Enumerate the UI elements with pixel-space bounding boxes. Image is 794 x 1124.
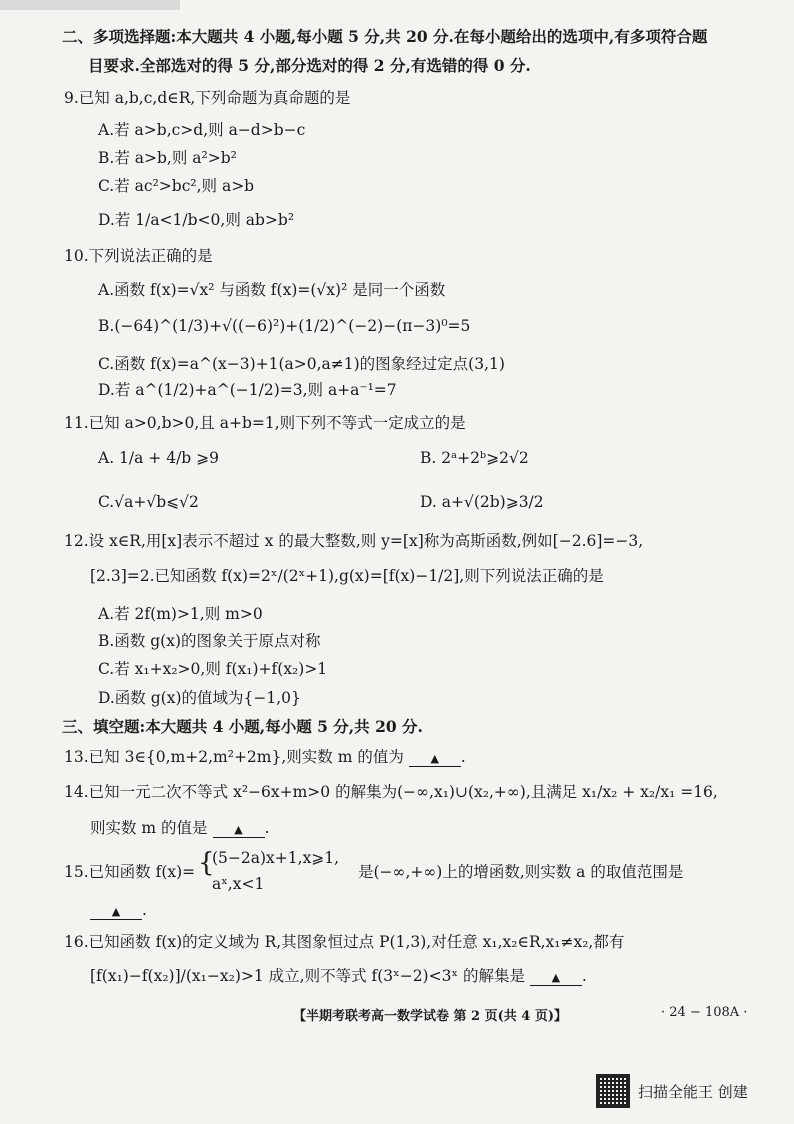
- q16-line1: 16.已知函数 f(x)的定义域为 R,其图象恒过点 P(1,3),对任意 x₁,x₂∈R,x₁≠x₂,都有: [64, 933, 625, 951]
- q9-option-a: A.若 a>b,c>d,则 a−d>b−c: [98, 121, 306, 139]
- scanner-label: 扫描全能王 创建: [638, 1082, 748, 1101]
- q15-case2: aˣ,x<1: [212, 875, 265, 893]
- q15-line2: ▲ .: [90, 900, 147, 920]
- q14-line2: 则实数 m 的值是 ▲ .: [90, 819, 270, 837]
- qr-code-icon: [596, 1074, 630, 1108]
- q12-option-d: D.函数 g(x)的值域为{−1,0}: [98, 689, 301, 707]
- q13-line: 13.已知 3∈{0,m+2,m²+2m},则实数 m 的值为 ▲ .: [64, 748, 466, 766]
- q10-option-a: A.函数 f(x)=√x² 与函数 f(x)=(√x)² 是同一个函数: [98, 281, 446, 299]
- scan-edge-shadow: [0, 0, 180, 10]
- section2-title-line1: 二、多项选择题:本大题共 4 小题,每小题 5 分,共 20 分.在每小题给出的选项中,有多项符合题: [62, 27, 708, 46]
- scanner-watermark: [596, 1074, 748, 1108]
- q12-option-b: B.函数 g(x)的图象关于原点对称: [98, 632, 321, 650]
- section2-title-line2: 目要求.全部选对的得 5 分,部分选对的得 2 分,有选错的得 0 分.: [88, 56, 531, 75]
- q10-stem: 10.下列说法正确的是: [64, 247, 213, 265]
- q11-option-c: C.√a+√b⩽√2: [98, 493, 199, 511]
- q16-line2: [f(x₁)−f(x₂)]/(x₁−x₂)>1 成立,则不等式 f(3ˣ−2)<3ˣ 的解集是 ▲ .: [90, 967, 587, 985]
- footer-code: · 24 − 108A ·: [661, 1005, 748, 1020]
- q12-option-a: A.若 2f(m)>1,则 m>0: [98, 605, 263, 623]
- q10-option-d: D.若 a^(1/2)+a^(−1/2)=3,则 a+a⁻¹=7: [98, 381, 397, 399]
- q9-option-b: B.若 a>b,则 a²>b²: [98, 149, 237, 167]
- q11-option-b: B. 2ᵃ+2ᵇ⩾2√2: [420, 449, 529, 467]
- q12-option-c: C.若 x₁+x₂>0,则 f(x₁)+f(x₂)>1: [98, 660, 328, 678]
- q11-option-d: D. a+√(2b)⩾3/2: [420, 493, 544, 511]
- q15-answer-blank[interactable]: [90, 903, 142, 920]
- q16-answer-blank[interactable]: [530, 969, 582, 986]
- q14-answer-blank[interactable]: [213, 821, 265, 838]
- q9-stem: 9.已知 a,b,c,d∈R,下列命题为真命题的是: [64, 89, 351, 107]
- footer-title: 【半期考联考高一数学试卷 第 2 页(共 4 页)】: [293, 1009, 568, 1024]
- q10-option-b: B.(−64)^(1/3)+√((−6)²)+(1/2)^(−2)−(π−3)⁰=5: [98, 317, 471, 335]
- triangle-mark-icon: ▲: [430, 752, 440, 765]
- q11-stem: 11.已知 a>0,b>0,且 a+b=1,则下列不等式一定成立的是: [64, 414, 466, 432]
- triangle-mark-icon: ▲: [111, 905, 121, 918]
- q9-option-c: C.若 ac²>bc²,则 a>b: [98, 177, 255, 195]
- section3-title: 三、填空题:本大题共 4 小题,每小题 5 分,共 20 分.: [62, 717, 423, 736]
- q11-option-a: A. 1/a + 4/b ⩾9: [98, 449, 219, 467]
- q15-suffix: 是(−∞,+∞)上的增函数,则实数 a 的取值范围是: [358, 863, 684, 881]
- q13-answer-blank[interactable]: [409, 750, 461, 767]
- q12-stem-line1: 12.设 x∈R,用[x]表示不超过 x 的最大整数,则 y=[x]称为高斯函数,例如[−2.6]=−3,: [64, 532, 644, 550]
- triangle-mark-icon: ▲: [234, 823, 243, 836]
- triangle-mark-icon: ▲: [551, 971, 561, 984]
- q15-case1: (5−2a)x+1,x⩾1,: [212, 849, 340, 867]
- q14-text: 则实数 m 的值是: [90, 819, 208, 837]
- q9-option-d: D.若 1/a<1/b<0,则 ab>b²: [98, 211, 295, 229]
- q10-option-c: C.函数 f(x)=a^(x−3)+1(a>0,a≠1)的图象经过定点(3,1): [98, 355, 505, 373]
- q13-text: 13.已知 3∈{0,m+2,m²+2m},则实数 m 的值为: [64, 748, 404, 766]
- q12-stem-line2: [2.3]=2.已知函数 f(x)=2ˣ/(2ˣ+1),g(x)=[f(x)−1/2],则下列说法正确的是: [90, 567, 604, 585]
- q15-brace-icon: {: [198, 848, 215, 878]
- q14-line1: 14.已知一元二次不等式 x²−6x+m>0 的解集为(−∞,x₁)∪(x₂,+∞),且满足 x₁/x₂ + x₂/x₁ =16,: [64, 783, 718, 801]
- q15-prefix: 15.已知函数 f(x)=: [64, 863, 196, 881]
- q16-text: [f(x₁)−f(x₂)]/(x₁−x₂)>1 成立,则不等式 f(3ˣ−2)<3ˣ 的解集是: [90, 967, 525, 985]
